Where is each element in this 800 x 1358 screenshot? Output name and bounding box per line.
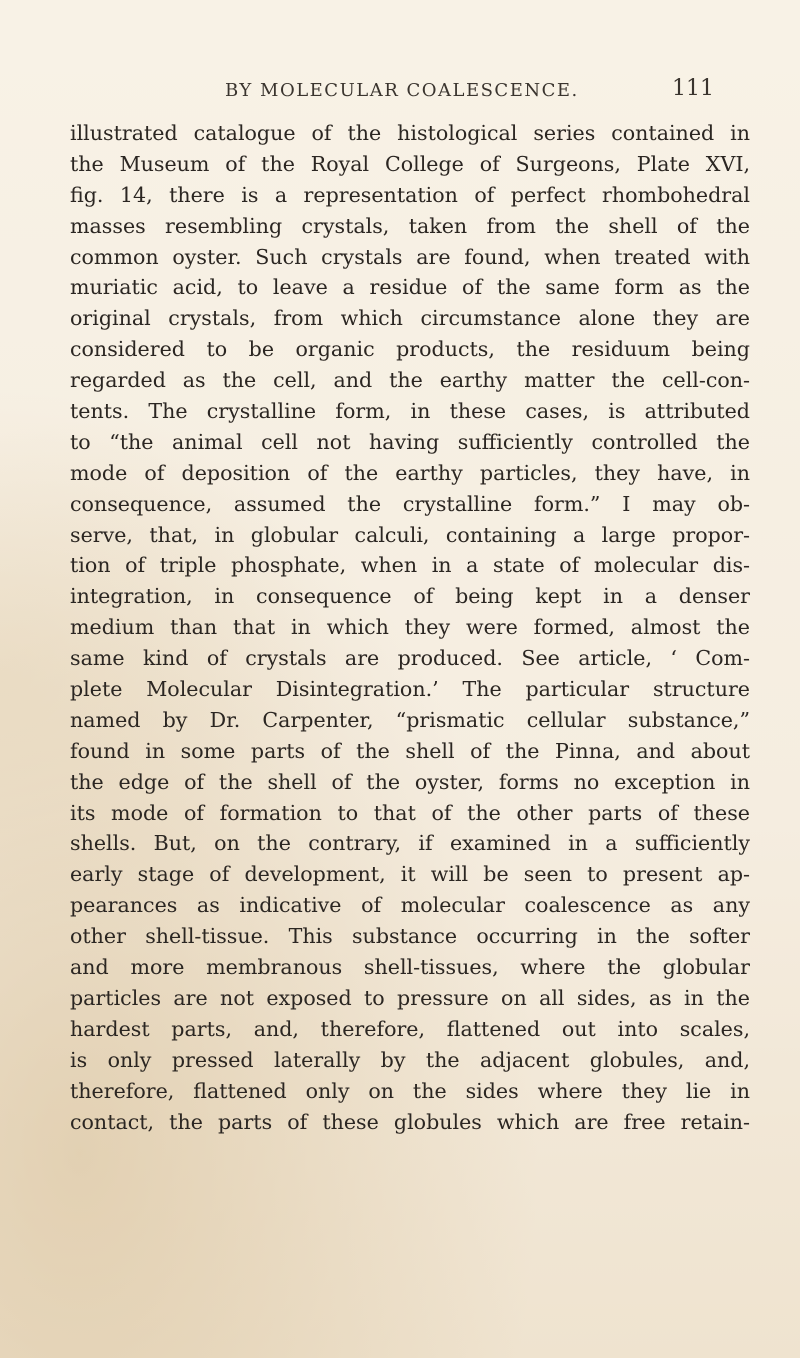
text-line: medium than that in which they were formed, almost the — [70, 615, 750, 640]
text-line: regarded as the cell, and the earthy matter the cell-con- — [70, 368, 750, 393]
text-line: and more membranous shell-tissues, where the globular — [70, 955, 750, 980]
text-line: integration, in consequence of being kept in a denser — [70, 584, 750, 609]
page-number: 111 — [672, 76, 714, 101]
text-line: considered to be organic products, the residuum being — [70, 337, 750, 362]
text-line: same kind of crystals are produced. See article, ‘ Com- — [70, 646, 750, 671]
text-line: contact, the parts of these globules which are free retain- — [70, 1109, 750, 1134]
running-head: BY MOLECULAR COALESCENCE. — [225, 80, 579, 101]
text-line: its mode of formation to that of the other parts of these — [70, 800, 750, 825]
text-line: original crystals, from which circumstance alone they are — [70, 306, 750, 331]
body-text — [70, 118, 750, 1137]
text-line: tion of triple phosphate, when in a state of molecular dis- — [70, 553, 750, 578]
text-line: the Museum of the Royal College of Surgeons, Plate XVI, — [70, 151, 750, 176]
text-line: fig. 14, there is a representation of perfect rhombohedral — [70, 182, 750, 207]
text-line: the edge of the shell of the oyster, forms no exception in — [70, 769, 750, 794]
text-line: particles are not exposed to pressure on all sides, as in the — [70, 985, 750, 1010]
text-line: plete Molecular Disintegration.’ The particular structure — [70, 677, 750, 702]
text-line: masses resembling crystals, taken from the shell of the — [70, 213, 750, 238]
text-line: therefore, flattened only on the sides where they lie in — [70, 1078, 750, 1103]
text-line: pearances as indicative of molecular coalescence as any — [70, 893, 750, 918]
text-line: found in some parts of the shell of the Pinna, and about — [70, 738, 750, 763]
text-line: illustrated catalogue of the histological series contained in — [70, 121, 750, 145]
text-line: named by Dr. Carpenter, “prismatic cellular substance,” — [70, 707, 750, 732]
text-line: is only pressed laterally by the adjacent globules, and, — [70, 1047, 750, 1072]
text-line: to “the animal cell not having sufficiently controlled the — [70, 429, 750, 454]
text-line: shells. But, on the contrary, if examined in a sufficiently — [70, 831, 750, 856]
text-line: tents. The crystalline form, in these cases, is attributed — [70, 399, 750, 424]
text-line: serve, that, in globular calculi, containing a large propor- — [70, 522, 750, 547]
text-line: consequence, assumed the crystalline form.” I may ob- — [70, 491, 750, 516]
text-line: other shell-tissue. This substance occurring in the softer — [70, 924, 750, 949]
text-line: mode of deposition of the earthy particles, they have, in — [70, 460, 750, 485]
text-line: muriatic acid, to leave a residue of the same form as the — [70, 275, 750, 300]
text-line: common oyster. Such crystals are found, when treated with — [70, 244, 750, 269]
text-line: hardest parts, and, therefore, flattened out into scales, — [70, 1016, 750, 1041]
text-line: early stage of development, it will be seen to present ap- — [70, 862, 750, 887]
